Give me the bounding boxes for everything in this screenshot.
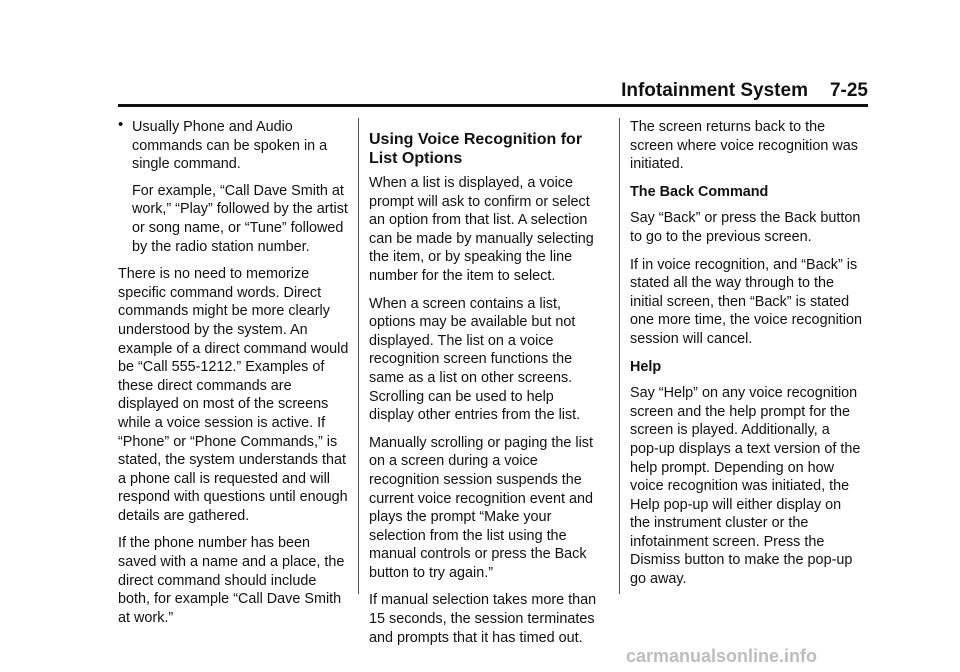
- paragraph-list-options: When a screen contains a list, options may be available but not displayed. The list on a voice recognition screen functions the same as a list on other screens. Scrolling can be used to help display other entries from the list.: [369, 295, 581, 424]
- paragraph-back: Say “Back” or press the Back button to go to the previous screen.: [630, 210, 861, 245]
- column-divider: [358, 118, 359, 594]
- section-heading: Using Voice Recognition for List Options: [369, 131, 583, 167]
- paragraph-manual-scrolling: Manually scrolling or paging the list on a screen during a voice recognition session suspends the current voice recognition event and plays the prompt “Make your selection from the list using the manual controls or press the Back button to try again.”: [369, 434, 593, 581]
- paragraph-saved-number: If the phone number has been saved with a name and a place, the direct command should include both, for example “Call Dave Smith at work.”: [118, 535, 345, 626]
- column-2: [369, 118, 601, 656]
- column-divider: [619, 118, 620, 594]
- bullet-icon: •: [118, 116, 124, 133]
- header-rule: [118, 104, 868, 107]
- paragraph-direct-commands: There is no need to memorize specific command words. Direct commands might be more clearly understood by the system. An example of a direct command would be “Call 555-1212.” Examples of these direct commands are displayed on most of the screens while a voice session is active. If “Phone” or “Phone Commands,” is stated, the system understands that a phone call is requested and will respond with questions until enough details are gathered.: [118, 266, 349, 524]
- paragraph-back-cancel: If in voice recognition, and “Back” is stated all the way through to the initial screen, then “Back” is stated one more time, the voice recognition session will cancel.: [630, 256, 862, 347]
- watermark: carmanualsonline.info: [626, 646, 818, 666]
- subheading-back-command: The Back Command: [630, 183, 769, 200]
- bullet-text: Usually Phone and Audio commands can be spoken in a single command.: [132, 119, 328, 173]
- section-title: Infotainment System: [621, 80, 808, 101]
- column-1: [118, 118, 350, 636]
- bullet-item: [118, 118, 350, 174]
- column-3: [630, 118, 862, 598]
- paragraph-timeout: If manual selection takes more than 15 seconds, the session terminates and prompts that it has timed out.: [369, 592, 597, 646]
- paragraph-screen-returns: The screen returns back to the screen where voice recognition was initiated.: [630, 119, 858, 173]
- page-header: [621, 80, 868, 102]
- bullet-example: For example, “Call Dave Smith at work,” “Play” followed by the artist or song name, or “Tune” followed by the radio station number.: [132, 182, 348, 255]
- subheading-help: Help: [630, 358, 662, 375]
- page-number: 7-25: [829, 80, 868, 101]
- paragraph-list-displayed: When a list is displayed, a voice prompt will ask to confirm or select an option from that list. A selection can be made by manually selecting the item, or by speaking the line number for the item to select.: [369, 175, 594, 284]
- paragraph-help: Say “Help” on any voice recognition screen and the help prompt for the screen is played. Additionally, a pop-up displays a text version of the help prompt. Depending on how voice recognition was initiated, the Help pop-up will either display on the instrument cluster or the infotainment screen. Press the Dismiss button to make the pop-up go away.: [630, 385, 861, 588]
